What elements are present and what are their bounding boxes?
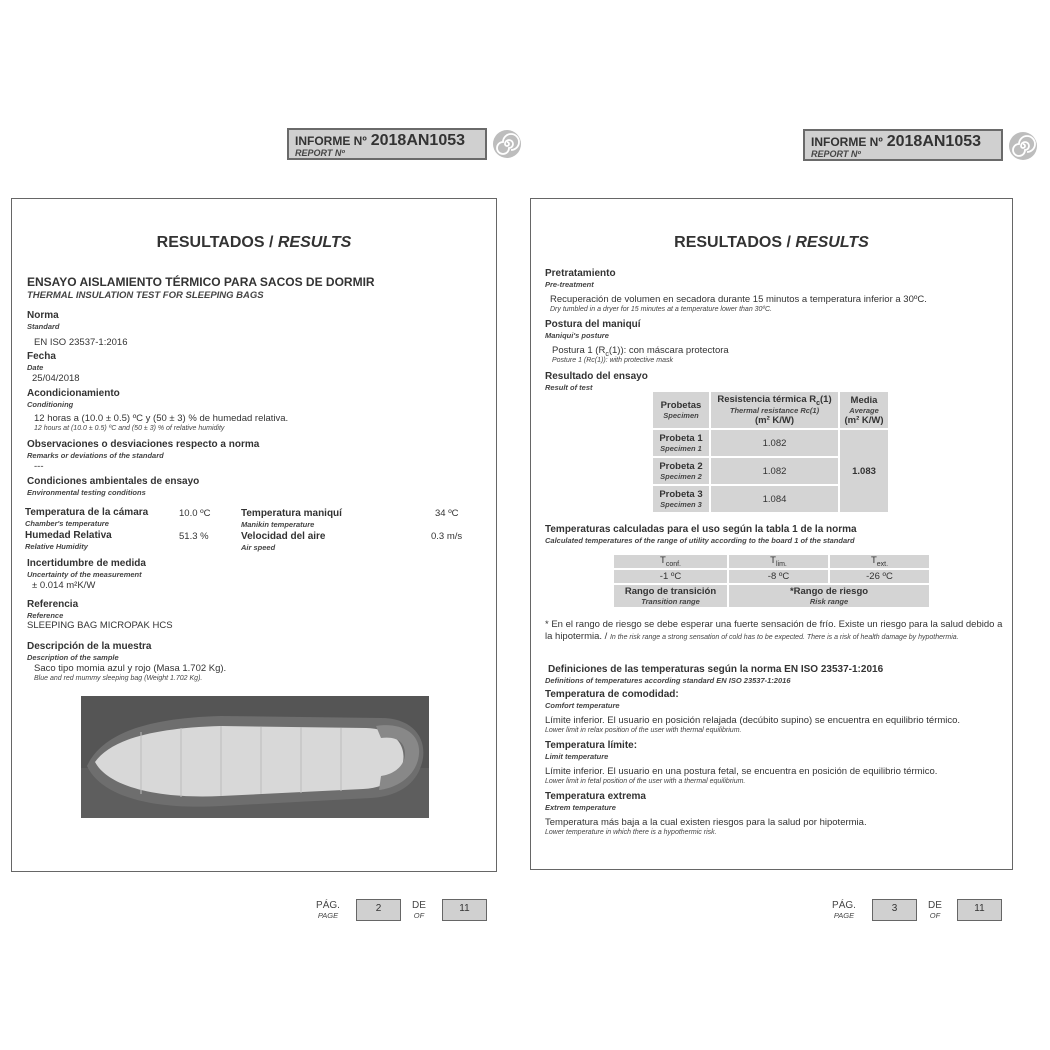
posture-value: Postura 1 $(R_c(1))$: con máscara protectora (552, 345, 729, 358)
comfort-temp-value: -1 ºC (614, 570, 727, 583)
norma-heading: Norma (27, 310, 59, 321)
environment-heading: Condiciones ambientales de ensayo (27, 476, 200, 487)
transition-range-label: Rango de transición Transition range (614, 585, 727, 607)
chamber-temp-value: 10.0 ºC (179, 508, 211, 519)
comfort-value-en: Lower limit in relax position of the user with thermal equilibrium. (545, 727, 742, 734)
spiral-logo-icon (492, 129, 522, 159)
report-sub-label: REPORT Nº (811, 149, 861, 159)
page-title: RESULTADOS / RESULTS (674, 234, 869, 251)
reference-heading-en: Reference (27, 611, 64, 620)
sample-heading-en: Description of the sample (27, 653, 119, 662)
page-label: PÁG. PAGE (316, 900, 340, 920)
extreme-value-en: Lower temperature in which there is a hypothermic risk. (545, 829, 717, 836)
fecha-value: 25/04/2018 (32, 373, 80, 384)
chamber-temp-heading: Temperatura de la cámara (25, 507, 149, 518)
manikin-temp-value: 34 ºC (435, 508, 459, 519)
pretreatment-heading-en: Pre-treatment (545, 280, 594, 289)
norma-heading-en: Standard (27, 322, 60, 331)
average-column-header: Media Average (m² K/W) (840, 392, 888, 428)
posture-heading: Postura del maniquí (545, 319, 641, 330)
of-label: DE OF (412, 900, 426, 920)
total-pages-box: 11 (957, 899, 1002, 921)
humidity-value: 51.3 % (179, 531, 209, 542)
conditioning-value-en: 12 hours at (10.0 ± 0.5) ºC and (50 ± 3) % of relative humidity (34, 425, 225, 432)
risk-range-label: *Rango de riesgo Risk range (729, 585, 929, 607)
resistance-value: 1.082 (711, 458, 838, 484)
remarks-heading-en: Remarks or deviations of the standard (27, 451, 164, 460)
fecha-heading-en: Date (27, 363, 44, 372)
report-sub-label: REPORT Nº (295, 148, 345, 158)
page-label: PÁG. PAGE (832, 900, 856, 920)
definitions-heading-en: Definitions of temperatures according standard EN ISO 23537-1:2016 (545, 676, 791, 685)
sample-value: Saco tipo momia azul y rojo (Masa 1.702 Kg). (34, 663, 227, 674)
report-number-header-left (287, 128, 487, 160)
extreme-value: Temperatura más baja a la cual existen riesgos para la salud por hipotermia. (545, 817, 867, 828)
air-speed-value: 0.3 m/s (431, 531, 463, 542)
sleeping-bag-photo (81, 696, 429, 818)
remarks-value: --- (34, 461, 44, 472)
page-title: RESULTADOS / RESULTS (156, 234, 352, 251)
comfort-temp-header: $T_{conf.}$ (614, 555, 727, 568)
specimen-name: Probeta 1 Specimen 1 (653, 430, 709, 456)
result-heading: Resultado del ensayo (545, 371, 648, 382)
table-row (653, 430, 888, 456)
result-heading-en: Result of test (545, 383, 593, 392)
sample-value-en: Blue and red mummy sleeping bag (Weight 1.702 Kg). (34, 675, 203, 682)
norma-value: EN ISO 23537-1:2016 (34, 337, 128, 348)
spiral-logo-icon (1008, 131, 1038, 161)
manikin-temp-heading: Temperatura maniquí (241, 508, 342, 519)
resistance-value: 1.082 (711, 430, 838, 456)
sample-heading: Descripción de la muestra (27, 641, 152, 652)
report-label: INFORME Nº (811, 135, 883, 149)
results-table (651, 390, 890, 514)
conditioning-heading: Acondicionamiento (27, 388, 120, 399)
report-number: 2018AN1053 (886, 133, 982, 150)
air-speed-heading-en: Air speed (241, 543, 276, 552)
extreme-temp-value: -26 ºC (830, 570, 929, 583)
risk-note: * En el rango de riesgo se debe esperar una fuerte sensación de frío. Existe un riesgo para la salud debido a la hipotermia. / In the risk range a strong sensation of cold has to be expected. There is a risk of health damage by hypothermia. (545, 619, 1003, 642)
specimen-name: Probeta 3 Specimen 3 (653, 486, 709, 512)
test-title-en: THERMAL INSULATION TEST FOR SLEEPING BAGS (27, 290, 264, 301)
report-label: INFORME Nº (295, 134, 367, 148)
comfort-value: Límite inferior. El usuario en posición relajada (decúbito supino) se encuentra en equilibrio térmico. (545, 715, 961, 726)
pretreatment-value: Recuperación de volumen en secadora durante 15 minutos a temperatura inferior a 30ºC. (550, 294, 927, 305)
environment-heading-en: Environmental testing conditions (27, 488, 146, 497)
comfort-heading: Temperatura de comodidad: (545, 689, 679, 700)
test-title: ENSAYO AISLAMIENTO TÉRMICO PARA SACOS DE DORMIR (27, 275, 375, 289)
limit-value-en: Lower limit in fetal position of the user with a thermal equilibrium. (545, 778, 746, 785)
report-number-header-right (803, 129, 1003, 161)
page-number-box: 3 (872, 899, 917, 921)
fecha-heading: Fecha (27, 351, 56, 362)
extreme-heading: Temperatura extrema (545, 791, 646, 802)
right-page (530, 198, 1013, 870)
temperature-range-table (612, 553, 931, 609)
limit-value: Límite inferior. El usuario en una postura fetal, se encuentra en posición de equilibrio térmico. (545, 766, 938, 777)
report-number: 2018AN1053 (370, 132, 466, 149)
humidity-heading: Humedad Relativa (25, 530, 112, 541)
posture-value-en: Posture 1 (Rc(1)): with protective mask (552, 357, 673, 364)
calculated-temps-heading-en: Calculated temperatures of the range of utility according to the board 1 of the standard (545, 536, 855, 545)
uncertainty-heading: Incertidumbre de medida (27, 558, 146, 569)
of-label: DE OF (928, 900, 942, 920)
pretreatment-value-en: Dry tumbled in a dryer for 15 minutes at a temperature lower than 30ºC. (550, 306, 772, 313)
specimen-name: Probeta 2 Specimen 2 (653, 458, 709, 484)
uncertainty-heading-en: Uncertainty of the measurement (27, 570, 142, 579)
average-value: 1.083 (840, 430, 888, 512)
resistance-column-header: Resistencia térmica $R_c(1)$ Thermal resistance Rc(1) (m² K/W) (711, 392, 838, 428)
pretreatment-heading: Pretratamiento (545, 268, 616, 279)
page-number-box: 2 (356, 899, 401, 921)
chamber-temp-heading-en: Chamber's temperature (25, 519, 109, 528)
humidity-heading-en: Relative Humidity (25, 542, 88, 551)
limit-heading: Temperatura límite: (545, 740, 638, 751)
extreme-temp-header: $T_{ext.}$ (830, 555, 929, 568)
limit-temp-value: -8 ºC (729, 570, 828, 583)
remarks-heading: Observaciones o desviaciones respecto a norma (27, 439, 260, 450)
total-pages-box: 11 (442, 899, 487, 921)
reference-value: SLEEPING BAG MICROPAK HCS (27, 620, 173, 631)
uncertainty-value: ± 0.014 m²K/W (32, 580, 96, 591)
extreme-heading-en: Extrem temperature (545, 803, 616, 812)
definitions-heading: Definiciones de las temperaturas según la norma EN ISO 23537-1:2016 (548, 664, 884, 675)
conditioning-heading-en: Conditioning (27, 400, 74, 409)
manikin-temp-heading-en: Manikin temperature (241, 520, 315, 529)
limit-heading-en: Limit temperature (545, 752, 609, 761)
limit-temp-header: $T_{lim.}$ (729, 555, 828, 568)
reference-heading: Referencia (27, 599, 79, 610)
posture-heading-en: Maniqui's posture (545, 331, 609, 340)
air-speed-heading: Velocidad del aire (241, 531, 326, 542)
comfort-heading-en: Comfort temperature (545, 701, 620, 710)
left-page (11, 198, 497, 872)
conditioning-value: 12 horas a (10.0 ± 0.5) ºC y (50 ± 3) % de humedad relativa. (34, 413, 289, 424)
resistance-value: 1.084 (711, 486, 838, 512)
calculated-temps-heading: Temperaturas calculadas para el uso según la tabla 1 de la norma (545, 524, 857, 535)
specimen-column-header: Probetas Specimen (653, 392, 709, 428)
